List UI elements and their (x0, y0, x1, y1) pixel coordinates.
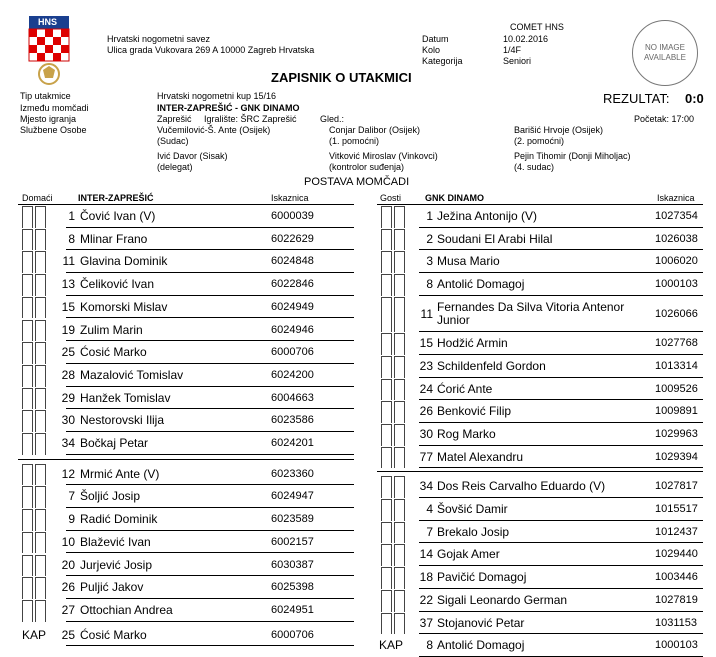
date-value: 10.02.2016 (503, 34, 549, 44)
player-name: Bočkaj Petar (80, 436, 149, 450)
player-name: Ćosić Marko (80, 627, 147, 642)
player-row (18, 273, 354, 296)
checkbox-cell (22, 532, 33, 554)
home-side-label: Domaći (22, 193, 53, 203)
away-side-label: Gosti (380, 193, 402, 203)
player-name: Matel Alexandru (437, 449, 524, 464)
player-name: Fernandes Da Silva Vitoria Antenor (437, 299, 625, 314)
player-name: Šoljić Josip (80, 489, 141, 504)
player-number: 1 (68, 209, 75, 223)
player-license: 1000103 (655, 278, 698, 291)
checkbox-cell (35, 433, 46, 455)
officials-label: Službene Osobe (20, 125, 87, 135)
official-role: (4. sudac) (514, 162, 555, 172)
player-number: 7 (426, 524, 433, 539)
player-number: 23 (419, 358, 433, 373)
checkbox-cell (381, 447, 392, 469)
player-row (377, 228, 703, 251)
checkbox-cell (381, 544, 392, 566)
player-number: 34 (61, 436, 75, 450)
player-row (377, 446, 703, 469)
round-label: Kolo (422, 45, 441, 55)
checkbox-cell (381, 499, 392, 521)
player-number: 30 (61, 413, 75, 428)
logo-text: HNS (38, 17, 58, 27)
checkbox-cell (35, 388, 46, 410)
player-license: 6030387 (271, 558, 314, 571)
player-row (18, 205, 354, 228)
checkbox-cell (22, 486, 33, 508)
checkbox-cell (35, 410, 46, 432)
player-name: Schildenfeld Gordon (437, 358, 546, 373)
checkbox-cell (35, 229, 46, 251)
checkbox-cell (394, 447, 405, 469)
checkbox-cell (35, 320, 46, 342)
checkbox-cell (22, 274, 33, 296)
player-name: Blažević Ivan (80, 534, 151, 549)
between-label: Između momčadi (20, 103, 89, 113)
player-name: Ćosić Marko (80, 345, 147, 360)
player-name: Komorski Mislav (80, 299, 168, 314)
checkbox-cell (35, 486, 46, 508)
official-role: (1. pomoćni) (329, 136, 380, 146)
player-row (18, 387, 354, 410)
player-number: 25 (61, 627, 75, 642)
checkbox-cell (381, 424, 392, 446)
player-row (18, 341, 354, 364)
federation-name: Hrvatski nogometni savez (107, 34, 211, 44)
player-license: 6023589 (271, 513, 314, 526)
row-line (66, 645, 354, 646)
category-value: Seniori (503, 56, 532, 66)
player-number: 29 (61, 390, 75, 405)
player-name: Rog Marko (437, 426, 496, 441)
checkbox-cell (381, 274, 392, 296)
venue-ground: Igralište: ŠRC Zaprešić (204, 114, 297, 124)
player-number: 11 (420, 306, 433, 321)
checkbox-cell (394, 333, 405, 355)
player-name: Pavičić Domagoj (437, 570, 527, 585)
player-license: 1013314 (655, 359, 698, 372)
player-number: 25 (61, 345, 75, 360)
player-license: 1029394 (655, 450, 698, 463)
checkbox-cell (394, 522, 405, 544)
player-name: Gojak Amer (437, 547, 500, 562)
checkbox-cell (22, 577, 33, 599)
player-number: 15 (61, 299, 75, 314)
official-role: (delegat) (157, 162, 193, 172)
checkbox-cell (394, 206, 405, 228)
checkbox-cell (381, 476, 392, 498)
player-number: 13 (61, 277, 75, 292)
player-row (377, 634, 703, 657)
player-row (377, 296, 703, 332)
player-number: 8 (426, 277, 433, 292)
player-row (377, 543, 703, 566)
player-name: Jurjević Josip (80, 557, 153, 572)
player-number: 4 (426, 502, 433, 517)
player-number: 26 (419, 404, 433, 419)
checkbox-cell (22, 555, 33, 577)
player-number: 3 (426, 254, 433, 269)
player-name: Soudani El Arabi Hilal (437, 231, 553, 246)
player-row (377, 250, 703, 273)
player-license: 6000706 (271, 628, 314, 641)
player-name: Ježina Antonijo (V) (437, 209, 538, 223)
venue-label: Mjesto igranja (20, 114, 77, 124)
player-row (18, 364, 354, 387)
checkbox-cell (22, 464, 33, 486)
player-license: 6023586 (271, 414, 314, 427)
checkbox-cell (381, 379, 392, 401)
official-role: (Sudac) (157, 136, 189, 146)
checkbox-cell (381, 613, 392, 635)
player-number: 2 (426, 231, 433, 246)
player-row (377, 378, 703, 401)
player-row (377, 589, 703, 612)
checkbox-cell (35, 555, 46, 577)
player-name: Musa Mario (437, 254, 500, 269)
checkbox-cell (35, 509, 46, 531)
away-license-label: Iskaznica (657, 193, 695, 203)
player-number: 10 (61, 534, 75, 549)
checkbox-cell (381, 333, 392, 355)
checkbox-cell (22, 509, 33, 531)
player-row (377, 498, 703, 521)
player-row (377, 612, 703, 635)
player-license: 1003446 (655, 571, 698, 584)
start-time: Početak: 17:00 (634, 114, 695, 124)
player-row (377, 355, 703, 378)
date-label: Datum (422, 34, 449, 44)
checkbox-cell (394, 356, 405, 378)
category-label: Kategorija (422, 56, 463, 66)
player-number: 18 (419, 570, 433, 585)
checkbox-cell (381, 522, 392, 544)
player-license: 1026066 (655, 307, 698, 320)
player-row (18, 485, 354, 508)
checkbox-cell (35, 365, 46, 387)
federation-address: Ulica grada Vukovara 269 A 10000 Zagreb Hrvatska (107, 45, 315, 55)
official-role: (kontrolor suđenja) (329, 162, 405, 172)
round-value: 1/4F (503, 45, 522, 55)
checkbox-cell (381, 401, 392, 423)
player-license: 6024951 (271, 603, 314, 616)
official-name: Vitković Miroslav (Vinkovci) (329, 151, 438, 161)
player-name: Mazalović Tomislav (80, 367, 184, 382)
player-license: 6024947 (271, 490, 314, 503)
player-number: 24 (419, 381, 433, 396)
player-name: Benković Filip (437, 404, 512, 419)
checkbox-cell (394, 476, 405, 498)
player-number: 9 (68, 512, 75, 527)
player-license: 1031153 (655, 616, 698, 629)
player-license: 1012437 (655, 525, 698, 538)
player-number: 27 (61, 602, 75, 617)
player-number: 19 (61, 322, 75, 337)
checkbox-cell (394, 379, 405, 401)
spectators-label: Gled.: (320, 114, 345, 124)
player-number: 28 (61, 367, 75, 382)
player-license: 1027819 (655, 593, 698, 606)
match-type-label: Tip utakmice (20, 91, 71, 101)
checkbox-cell (22, 206, 33, 228)
teams: INTER-ZAPREŠIĆ - GNK DINAMO (157, 103, 300, 113)
checkbox-cell (22, 365, 33, 387)
player-license: 1009891 (655, 405, 698, 418)
player-row (18, 531, 354, 554)
checkbox-cell (35, 206, 46, 228)
document-title: ZAPISNIK O UTAKMICI (271, 70, 412, 85)
checkbox-cell (22, 600, 33, 622)
section-separator (18, 459, 354, 460)
checkbox-cell (22, 388, 33, 410)
checkbox-cell (22, 251, 33, 273)
player-license: 6022629 (271, 232, 314, 245)
player-license: 1026038 (655, 232, 698, 245)
player-row (18, 432, 354, 455)
player-number: 77 (419, 449, 433, 464)
no-image-placeholder: NO IMAGE AVAILABLE (632, 20, 698, 86)
checkbox-cell (35, 274, 46, 296)
checkbox-cell (381, 297, 392, 332)
player-row (18, 250, 354, 273)
player-row (377, 521, 703, 544)
official-name: Ivić Davor (Sisak) (157, 151, 228, 161)
row-line (66, 621, 354, 622)
checkbox-cell (394, 499, 405, 521)
player-license: 1027817 (655, 480, 698, 493)
hns-logo (26, 14, 72, 86)
player-row (18, 508, 354, 531)
captain-label: KAP (22, 627, 47, 642)
checkbox-cell (35, 297, 46, 319)
checkbox-cell (394, 424, 405, 446)
player-license: 6024201 (271, 437, 314, 449)
official-name: Pejin Tihomir (Donji Miholjac) (514, 151, 631, 161)
checkbox-cell (35, 342, 46, 364)
player-license: 1029963 (655, 427, 698, 440)
player-name: Čović Ivan (V) (80, 209, 156, 223)
player-name: Ottochian Andrea (80, 602, 173, 617)
player-number: 12 (61, 466, 75, 481)
player-number: 30 (419, 426, 433, 441)
checkbox-cell (22, 297, 33, 319)
checkbox-cell (381, 206, 392, 228)
system-name: COMET HNS (510, 22, 564, 32)
player-name: Antolić Domagoj (437, 638, 525, 653)
player-row (377, 423, 703, 446)
player-row (377, 332, 703, 355)
official-name: Vučemilović-Š. Ante (Osijek) (157, 125, 271, 135)
player-name: Ćorić Ante (437, 381, 493, 396)
checkbox-cell (394, 297, 405, 332)
checkbox-cell (394, 229, 405, 251)
player-row (18, 409, 354, 432)
venue-city: Zaprešić (157, 114, 192, 124)
checkbox-cell (22, 320, 33, 342)
player-name: Stojanović Petar (437, 615, 525, 630)
player-row (18, 319, 354, 342)
player-license: 1027768 (655, 337, 698, 350)
player-license: 1027354 (655, 210, 698, 222)
player-number: 37 (419, 615, 433, 630)
player-number: 11 (62, 254, 75, 269)
checkbox-cell (394, 590, 405, 612)
player-license: 6000706 (271, 346, 314, 359)
checkbox-cell (394, 251, 405, 273)
player-license: 6024949 (271, 300, 314, 313)
checkbox-cell (22, 342, 33, 364)
player-row (377, 475, 703, 498)
checkbox-cell (22, 410, 33, 432)
player-name: Zulim Marin (80, 322, 143, 337)
player-license: 1015517 (655, 503, 698, 516)
captain-label: KAP (379, 638, 404, 653)
player-name: Mrmić Ante (V) (80, 466, 160, 481)
player-row (377, 400, 703, 423)
checkbox-cell (394, 613, 405, 635)
checkbox-cell (22, 229, 33, 251)
checkbox-cell (394, 544, 405, 566)
player-license: 1009526 (655, 382, 698, 395)
player-license: 6025398 (271, 581, 314, 594)
player-row (18, 624, 354, 647)
checkbox-cell (381, 229, 392, 251)
checkbox-cell (35, 577, 46, 599)
checkbox-cell (381, 251, 392, 273)
player-name: Mlinar Frano (80, 231, 148, 246)
checkbox-cell (35, 464, 46, 486)
player-number: 8 (426, 638, 433, 653)
checkbox-cell (394, 274, 405, 296)
player-row (377, 273, 703, 296)
home-license-label: Iskaznica (271, 193, 309, 203)
player-row (18, 463, 354, 486)
home-team-name: INTER-ZAPREŠIĆ (78, 193, 154, 203)
checkbox-cell (35, 251, 46, 273)
player-name: Brekalo Josip (437, 524, 510, 539)
player-license: 1000103 (655, 639, 698, 652)
checkbox-cell (394, 401, 405, 423)
player-row (377, 566, 703, 589)
checkbox-cell (381, 590, 392, 612)
checkbox-cell (35, 532, 46, 554)
player-row (18, 599, 354, 622)
player-row (18, 228, 354, 251)
player-license: 6004663 (271, 391, 314, 404)
player-name: Radić Dominik (80, 512, 158, 527)
player-license: 6002157 (271, 535, 314, 548)
player-name: Glavina Dominik (80, 254, 168, 269)
player-name: Puljić Jakov (80, 580, 144, 595)
player-license: 6024946 (271, 323, 314, 336)
checkbox-cell (35, 600, 46, 622)
lineup-title: POSTAVA MOMČADI (304, 176, 410, 188)
player-name-continued: Junior (437, 312, 470, 327)
player-license: 6022846 (271, 278, 314, 291)
player-name: Šovšić Damir (437, 502, 508, 517)
player-license: 1006020 (655, 255, 698, 268)
competition: Hrvatski nogometni kup 15/16 (157, 91, 277, 101)
player-number: 20 (61, 557, 75, 572)
player-number: 8 (68, 231, 75, 246)
section-separator (377, 471, 703, 472)
player-number: 7 (68, 489, 75, 504)
player-name: Čeliković Ivan (80, 277, 155, 292)
player-name: Antolić Domagoj (437, 277, 525, 292)
player-license: 6023360 (271, 467, 314, 480)
row-line (419, 467, 703, 468)
player-name: Hanžek Tomislav (80, 390, 171, 405)
player-row (377, 205, 703, 228)
row-line (66, 454, 354, 455)
player-number: 34 (419, 479, 433, 494)
result-value: 0:0 (685, 91, 704, 106)
player-license: 6024200 (271, 368, 314, 381)
checkbox-cell (22, 433, 33, 455)
official-role: (2. pomoćni) (514, 136, 565, 146)
player-name: Nestorovski Ilija (80, 413, 165, 428)
checkbox-cell (381, 356, 392, 378)
player-number: 15 (419, 336, 433, 351)
player-license: 6000039 (271, 210, 314, 222)
player-number: 26 (61, 580, 75, 595)
away-team-name: GNK DINAMO (425, 193, 484, 203)
player-name: Dos Reis Carvalho Eduardo (V) (437, 479, 606, 494)
player-license: 6024848 (271, 255, 314, 268)
player-name: Sigali Leonardo German (437, 592, 568, 607)
player-name: Hodžić Armin (437, 336, 508, 351)
official-name: Barišić Hrvoje (Osijek) (514, 125, 604, 135)
official-name: Conjar Dalibor (Osijek) (329, 125, 421, 135)
result-label: REZULTAT: (603, 91, 670, 106)
player-number: 14 (419, 547, 433, 562)
player-row (18, 554, 354, 577)
player-row (18, 576, 354, 599)
player-license: 1029440 (655, 548, 698, 561)
player-number: 1 (426, 209, 433, 223)
player-number: 22 (419, 592, 433, 607)
player-row (18, 296, 354, 319)
